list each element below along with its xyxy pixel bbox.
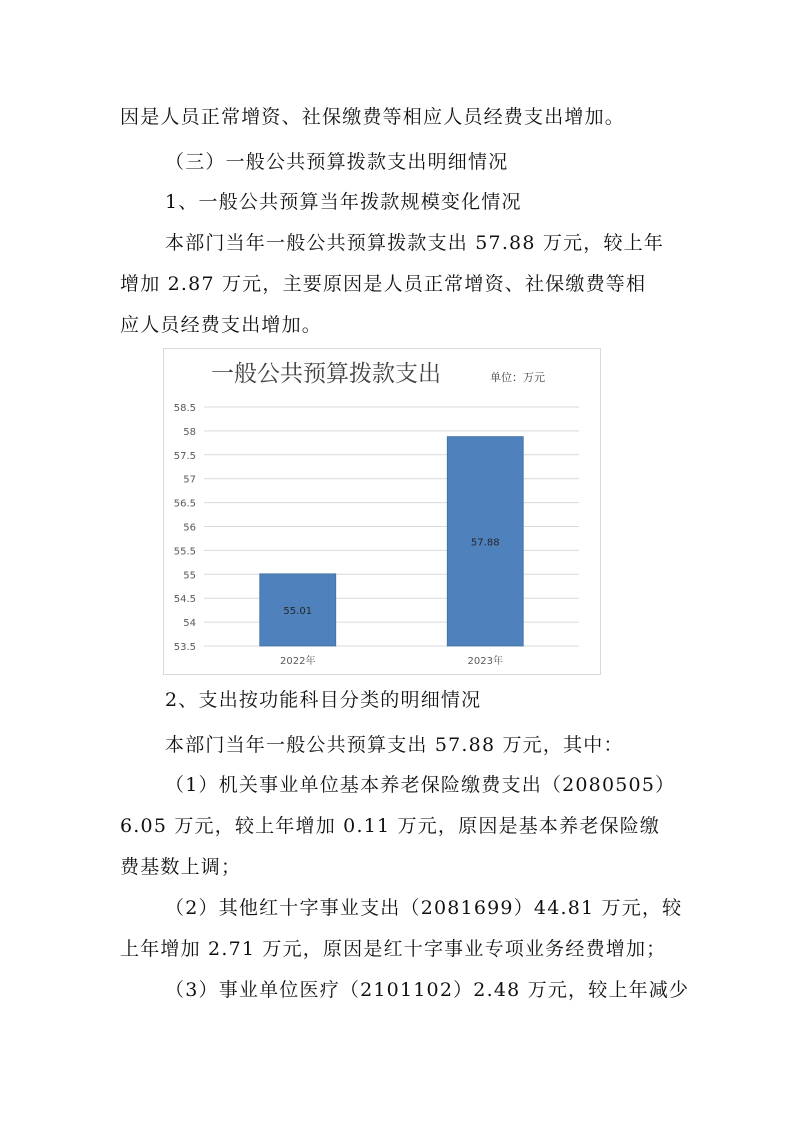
chart-canvas xyxy=(164,349,600,674)
y-tick-label: 54 xyxy=(183,618,196,630)
data-label: 55.01 xyxy=(283,605,313,617)
paragraph-line-9: （2）其他红十字事业支出（2081699）44.81 万元，较 xyxy=(165,897,683,919)
y-tick-label: 56 xyxy=(183,522,196,534)
y-tick-label: 55.5 xyxy=(173,546,196,558)
paragraph-line-3: 增加 2.87 万元，主要原因是人员正常增资、社保缴费等相 xyxy=(120,273,647,295)
chart-unit-label: 单位：万元 xyxy=(490,371,545,384)
paragraph-line-8: 费基数上调； xyxy=(120,856,242,878)
y-tick-label: 55 xyxy=(183,570,196,582)
chart-title: 一般公共预算拨款支出 xyxy=(211,361,441,387)
paragraph-line-5: 本部门当年一般公共预算支出 57.88 万元，其中： xyxy=(165,734,624,756)
y-tick-label: 58.5 xyxy=(173,403,196,414)
section-heading: （三）一般公共预算拨款支出明细情况 xyxy=(165,151,509,173)
y-tick-label: 58 xyxy=(183,426,196,438)
paragraph-line-2: 本部门当年一般公共预算拨款支出 57.88 万元，较上年 xyxy=(165,232,665,254)
paragraph-line-11: （3）事业单位医疗（2101102）2.48 万元，较上年减少 xyxy=(165,979,690,1001)
paragraph-line-4: 应人员经费支出增加。 xyxy=(120,314,323,336)
y-tick-label: 57 xyxy=(183,474,196,486)
subsection-heading-2: 2、支出按功能科目分类的明细情况 xyxy=(165,689,482,711)
y-tick-label: 53.5 xyxy=(173,642,196,653)
y-tick-label: 57.5 xyxy=(173,450,196,462)
data-label: 57.88 xyxy=(470,537,500,549)
y-tick-label: 54.5 xyxy=(173,594,196,606)
bar-chart xyxy=(163,348,601,675)
x-tick-label: 2023年 xyxy=(467,656,503,667)
paragraph-line-10: 上年增加 2.71 万元，原因是红十字事业专项业务经费增加； xyxy=(120,938,667,960)
paragraph-line-6: （1）机关事业单位基本养老保险缴费支出（2080505） xyxy=(165,774,676,796)
paragraph-line-1: 因是人员正常增资、社保缴费等相应人员经费支出增加。 xyxy=(120,106,626,128)
y-tick-label: 56.5 xyxy=(173,498,196,510)
subsection-heading-1: 1、一般公共预算当年拨款规模变化情况 xyxy=(165,191,522,213)
paragraph-line-7: 6.05 万元，较上年增加 0.11 万元，原因是基本养老保险缴 xyxy=(120,815,661,837)
x-tick-label: 2022年 xyxy=(280,656,316,667)
